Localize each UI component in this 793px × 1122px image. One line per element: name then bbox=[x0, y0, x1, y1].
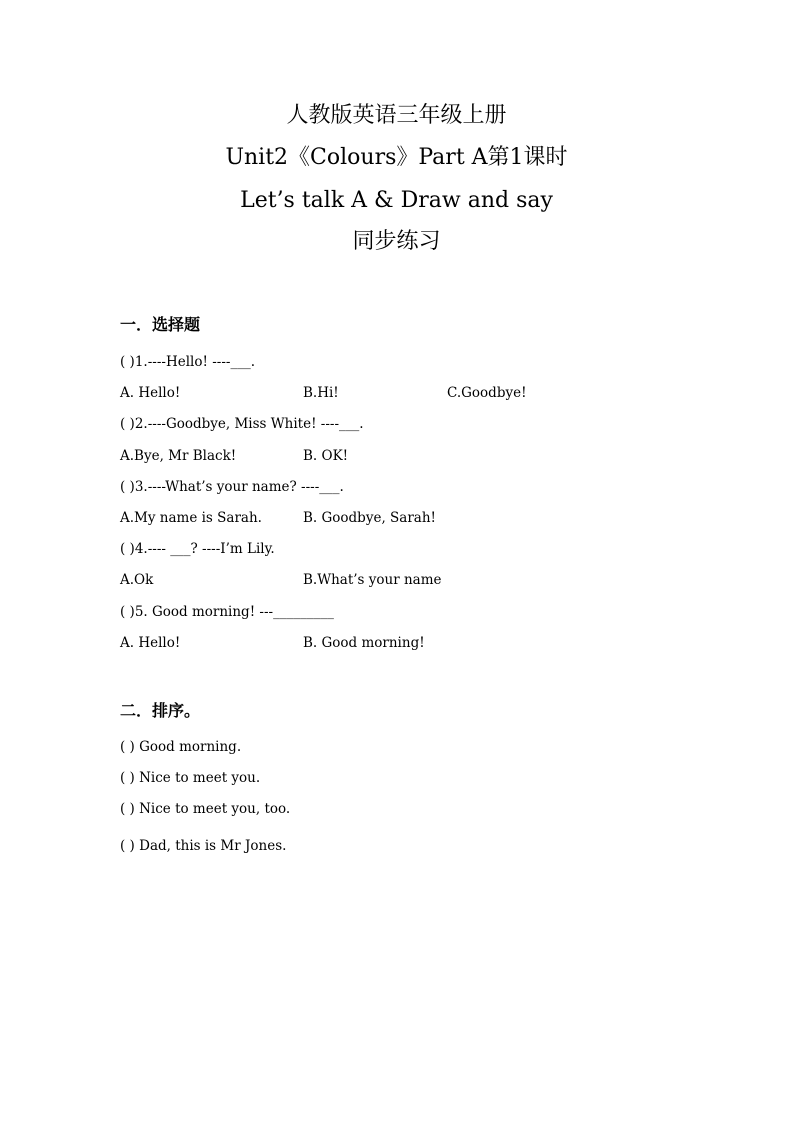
question-4: ( )4.---- ___? ----I’m Lily. bbox=[120, 541, 275, 557]
order-item-4: ( ) Dad, this is Mr Jones. bbox=[120, 838, 287, 854]
question-2-option-a: A.Bye, Mr Black! bbox=[120, 448, 237, 464]
order-item-2: ( ) Nice to meet you. bbox=[120, 770, 261, 786]
question-1-option-c: C.Goodbye! bbox=[447, 385, 527, 401]
question-3-option-a: A.My name is Sarah. bbox=[120, 510, 262, 526]
question-5-option-a: A. Hello! bbox=[120, 635, 181, 651]
question-4-option-b: B.What’s your name bbox=[303, 572, 442, 588]
question-4-option-a: A.Ok bbox=[120, 572, 154, 588]
question-1-option-b: B.Hi! bbox=[303, 385, 339, 401]
question-5-option-b: B. Good morning! bbox=[303, 635, 425, 651]
title-line-3: Let’s talk A & Draw and say bbox=[240, 188, 553, 213]
section2-heading: 二．排序。 bbox=[120, 701, 201, 720]
question-1: ( )1.----Hello! ----___. bbox=[120, 354, 255, 370]
section1-heading: 一．选择题 bbox=[120, 315, 201, 334]
question-1-option-a: A. Hello! bbox=[120, 385, 181, 401]
question-3: ( )3.----What’s your name? ----___. bbox=[120, 479, 344, 495]
order-item-1: ( ) Good morning. bbox=[120, 739, 242, 755]
order-item-3: ( ) Nice to meet you, too. bbox=[120, 801, 291, 817]
title-line-4: 同步练习 bbox=[352, 229, 441, 254]
title-line-1: 人教版英语三年级上册 bbox=[286, 103, 507, 128]
question-2-option-b: B. OK! bbox=[303, 448, 349, 464]
question-3-option-b: B. Goodbye, Sarah! bbox=[303, 510, 436, 526]
question-2: ( )2.----Goodbye, Miss White! ----___. bbox=[120, 416, 364, 432]
title-line-2: Unit2《Colours》Part A第1课时 bbox=[225, 145, 568, 170]
question-5: ( )5. Good morning! ---_________ bbox=[120, 604, 334, 620]
